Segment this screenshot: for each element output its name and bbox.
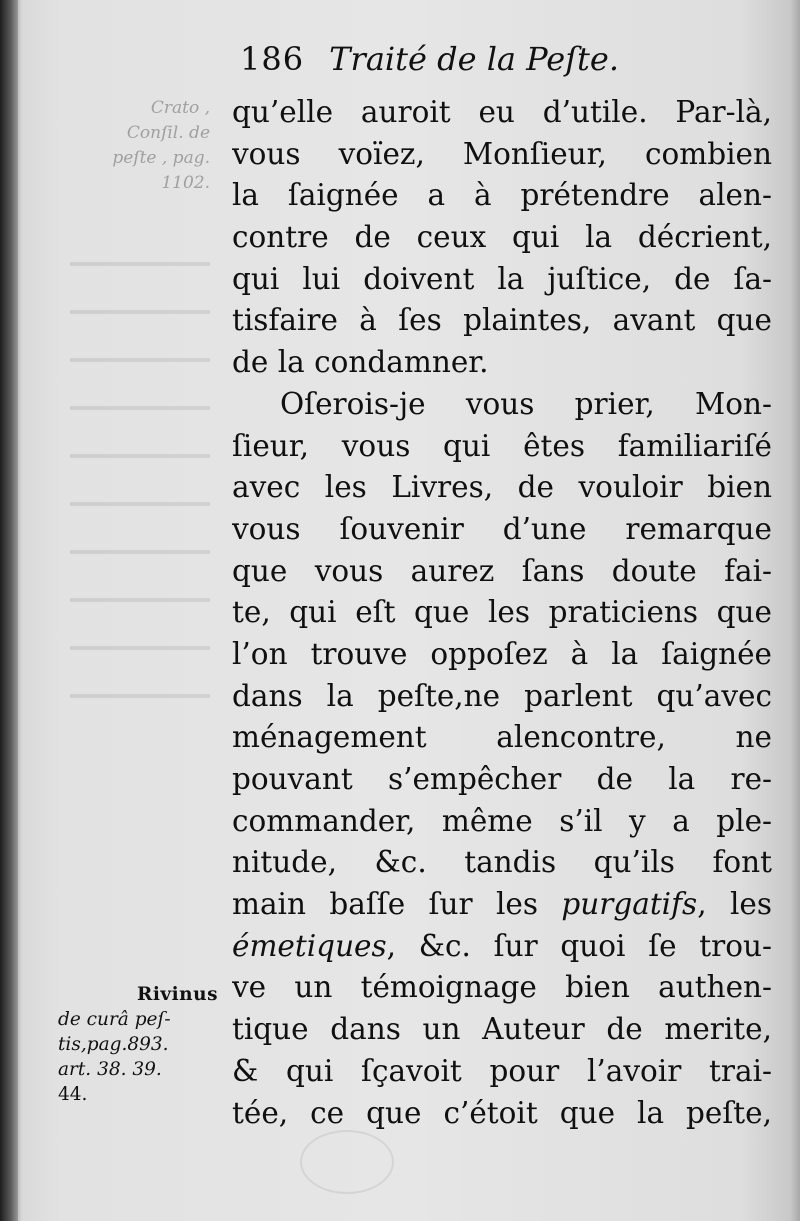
text-line: tisfaire à ſes plaintes, avant que (232, 303, 772, 338)
paper-stain (300, 1130, 394, 1194)
running-title: Traité de la Peſte. (329, 40, 620, 78)
text-line: qu’elle auroit eu d’utile. Par-là, (232, 95, 772, 129)
text-line: nitude, &c. tandis qu’ils font (232, 845, 772, 880)
reference-line: art. 38. 39. (58, 1059, 162, 1080)
reference-author: Rivinus (137, 984, 218, 1005)
page-number: 186 (240, 40, 305, 78)
text-line-emetiques: émetiques, &c. ſur quoi ſe trou- (232, 928, 772, 963)
faint-note-line: Conſil. de (126, 123, 210, 143)
text-line: qui lui doivent la juſtice, de ſa- (232, 261, 772, 296)
paragraph-start-line: Oſerois-je vous prier, Mon- (280, 386, 772, 421)
text-line: la ſaignée a à prétendre alen- (232, 178, 772, 213)
text-line: & qui ſçavoit pour l’avoir trai- (232, 1053, 772, 1088)
text-line: avec les Livres, de vouloir bien (232, 470, 772, 505)
text-line: ve un témoignage bien authen- (232, 970, 772, 1005)
book-spine-shadow (0, 0, 18, 1221)
text-line: que vous aurez ſans doute fai- (232, 553, 772, 588)
page-header (240, 40, 760, 90)
text-line: te, qui eſt que les praticiens que (232, 595, 772, 630)
faint-note-line: peſte , pag. (112, 148, 210, 168)
text-line: dans la peſte,ne parlent qu’avec (232, 678, 772, 713)
reference-line: de curâ peſ- (58, 1009, 171, 1030)
text-line: contre de ceux qui la décrient, (232, 220, 772, 255)
text-line: ménagement alencontre, ne (232, 720, 772, 755)
text-line: ſieur, vous qui êtes familiariſé (232, 428, 772, 463)
body-text (232, 92, 772, 1134)
italic-term: purgatifs (561, 887, 698, 922)
text-line-purgatifs: main baſſe ſur les purgatifs, les (232, 887, 772, 922)
text-line: tique dans un Auteur de merite, (232, 1012, 772, 1047)
reference-line: tis,pag.893. (58, 1034, 169, 1055)
reference-margin-note (58, 982, 218, 1107)
text-line: de la condamner. (232, 345, 489, 380)
reference-line: 44. (58, 1084, 88, 1105)
text-line: tée, ce que c’étoit que la peſte, (232, 1095, 772, 1130)
faint-note-line: 1102. (161, 173, 210, 193)
text-line: l’on trouve oppoſez à la ſaignée (232, 636, 772, 671)
italic-term: émetiques (232, 928, 387, 963)
text-line: commander, même s’il y a ple- (232, 803, 772, 838)
bleed-through-texture (70, 240, 210, 700)
faint-note-line: Crato , (150, 98, 210, 118)
text-line: pouvant s’empêcher de la re- (232, 762, 772, 796)
faint-margin-note (50, 96, 210, 196)
text-line: vous voïez, Monſieur, combien (232, 136, 772, 171)
text-line: vous ſouvenir d’une remarque (232, 511, 772, 546)
